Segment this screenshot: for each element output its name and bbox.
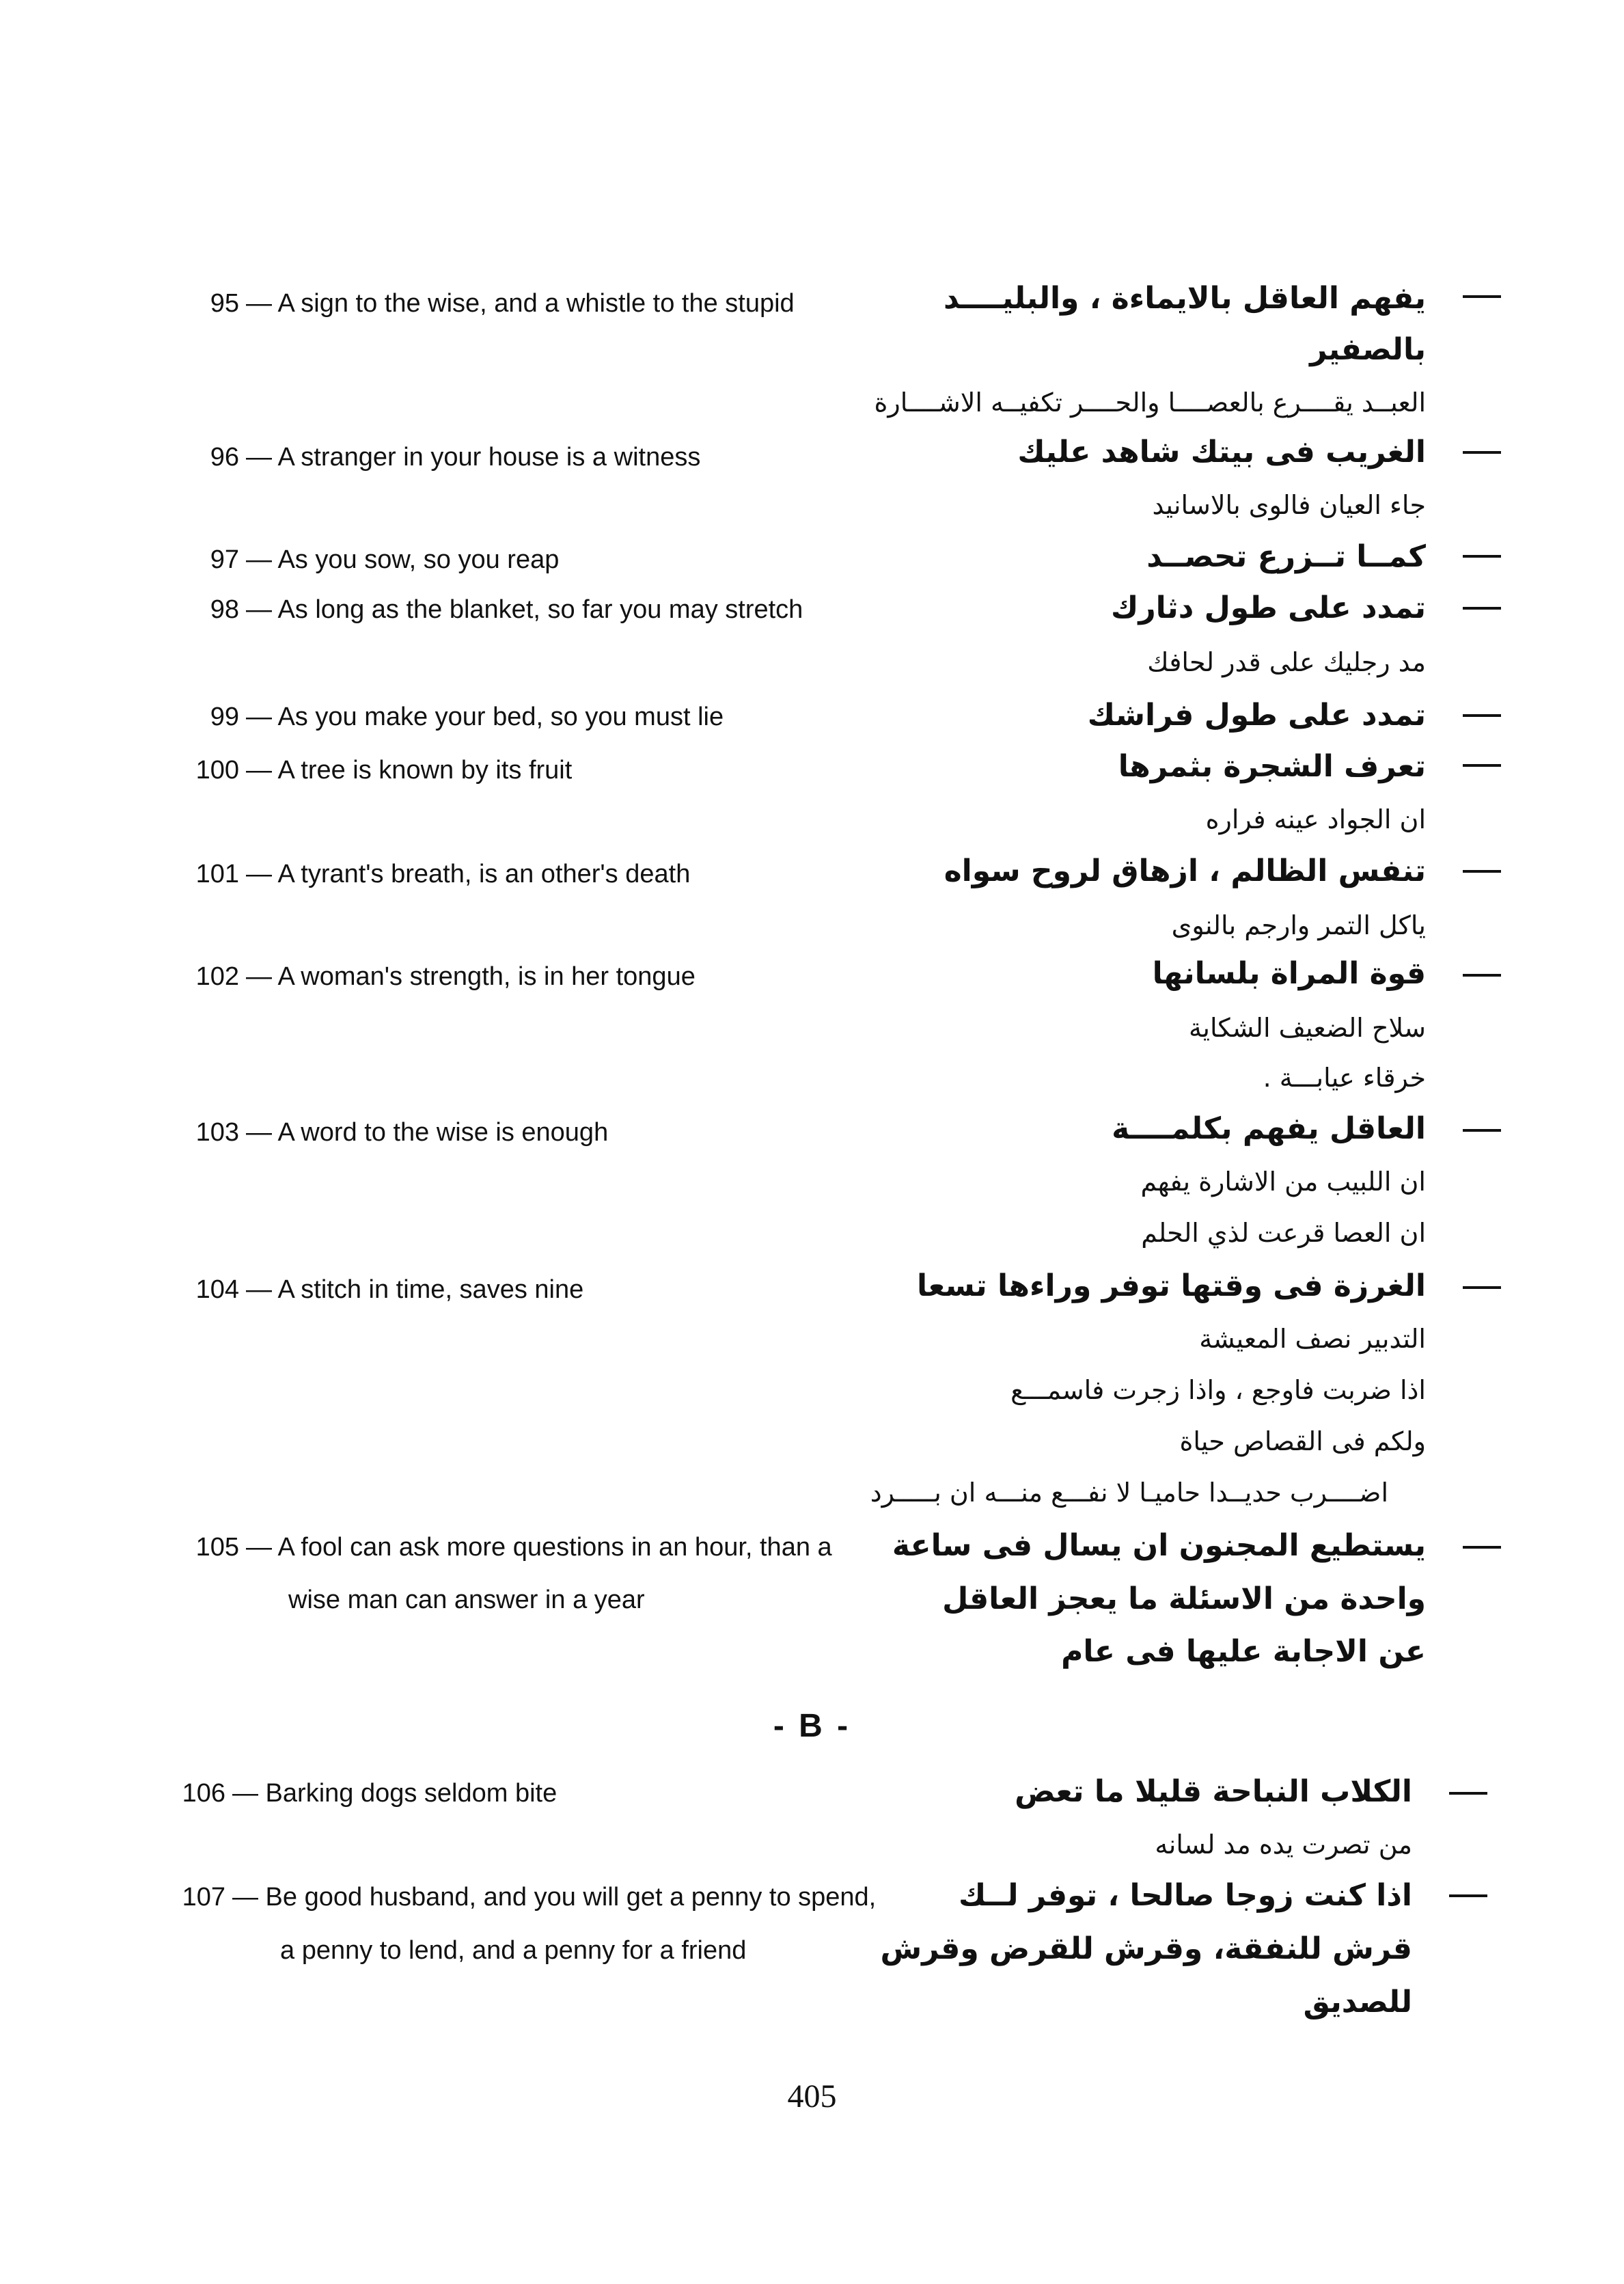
arabic-proverb: تمدد على طول فراشك [1087, 698, 1426, 733]
arabic-proverb: بالصفير [1310, 332, 1426, 367]
english-proverb: — A sign to the wise, and a whistle to the stupid [246, 289, 795, 318]
dash-marker [1463, 974, 1501, 977]
english-proverb: — As you make your bed, so you must lie [246, 703, 724, 731]
entry-number: 100 [195, 756, 239, 785]
arabic-note: خرقاء عيابـــة . [1263, 1063, 1426, 1093]
entry-number: 99 [210, 703, 239, 731]
dash-marker [1463, 607, 1501, 610]
arabic-note: ان اللبيب من الاشارة يفهم [1140, 1167, 1426, 1197]
arabic-proverb: كمــا تــزرع تحصــد [1146, 539, 1426, 574]
dash-marker [1463, 714, 1501, 717]
dash-marker [1463, 451, 1501, 454]
dash-marker [1463, 1546, 1501, 1549]
english-proverb: — Barking dogs seldom bite [232, 1779, 558, 1808]
english-proverb: — A stitch in time, saves nine [246, 1275, 584, 1304]
entry-number: 97 [210, 545, 239, 574]
entry-number: 106 [182, 1779, 225, 1808]
entry-number: 105 [195, 1533, 239, 1562]
arabic-proverb: واحدة من الاسئلة ما يعجز العاقل [942, 1581, 1426, 1616]
arabic-note: التدبير نصف المعيشة [1199, 1324, 1426, 1354]
page-number: 405 [787, 2078, 837, 2115]
english-proverb: — As you sow, so you reap [246, 545, 560, 574]
arabic-proverb: تمدد على طول دثارك [1111, 590, 1426, 625]
entry-number: 101 [195, 860, 239, 888]
arabic-proverb: قرش للنفقة، وقرش للقرض وقرش [880, 1931, 1412, 1966]
section-letter: - B - [773, 1708, 851, 1744]
arabic-proverb: العاقل يفهم بكلمــــة [1112, 1111, 1426, 1146]
arabic-proverb: تنفس الظالم ، ازهاق لروح سواه [944, 854, 1426, 888]
arabic-note: ولكم فى القصاص حياة [1179, 1426, 1426, 1456]
arabic-note: ان العصا قرعت لذي الحلم [1141, 1218, 1426, 1248]
arabic-proverb: يفهم العاقل بالايماءة ، والبليــــد [944, 281, 1426, 316]
arabic-note: من تصرت يده مد لسانه [1155, 1830, 1412, 1860]
dash-marker [1463, 1286, 1501, 1289]
arabic-proverb: الغرزة فى وقتها توفر وراءها تسعا [917, 1268, 1426, 1303]
english-proverb: wise man can answer in a year [288, 1586, 645, 1614]
arabic-proverb: تعرف الشجرة بثمرها [1118, 749, 1426, 784]
english-proverb: — As long as the blanket, so far you may stretch [246, 595, 803, 624]
entry-number: 103 [195, 1118, 239, 1147]
arabic-note: ان الجواد عينه فراره [1205, 804, 1426, 834]
entry-number: 96 [210, 443, 239, 472]
dash-marker [1463, 764, 1501, 767]
arabic-note: اضــــرب حديــدا حاميـا لا نفـــع منـــه ان بـــــرد [870, 1478, 1388, 1508]
arabic-proverb: للصديق [1303, 1985, 1412, 2020]
english-proverb: — A stranger in your house is a witness [246, 443, 701, 472]
english-proverb: — A word to the wise is enough [246, 1118, 609, 1147]
arabic-note: مد رجليك على قدر لحافك [1147, 647, 1426, 677]
arabic-proverb: يستطيع المجنون ان يسال فى ساعة [892, 1528, 1426, 1563]
entry-number: 107 [182, 1883, 225, 1912]
dash-marker [1463, 870, 1501, 873]
dash-marker [1449, 1792, 1487, 1795]
entry-number: 95 [210, 289, 239, 318]
entry-number: 102 [195, 962, 239, 991]
arabic-proverb: عن الاجابة عليها فى عام [1061, 1634, 1426, 1669]
english-proverb: — Be good husband, and you will get a penny to spend, [232, 1883, 877, 1912]
dash-marker [1463, 555, 1501, 558]
arabic-proverb: قوة المراة بلسانها [1152, 956, 1426, 991]
arabic-proverb: اذا كنت زوجا صالحا ، توفر لــك [958, 1878, 1412, 1913]
arabic-note: ياكل التمر وارجم بالنوى [1171, 910, 1426, 940]
arabic-note: سلاح الضعيف الشكاية [1189, 1013, 1426, 1043]
entry-number: 98 [210, 595, 239, 624]
english-proverb: — A fool can ask more questions in an hour, than a [246, 1533, 832, 1562]
dash-marker [1463, 295, 1501, 298]
dash-marker [1449, 1894, 1487, 1897]
arabic-note: جاء العيان فالوى بالاسانيد [1152, 490, 1426, 520]
english-proverb: a penny to lend, and a penny for a friend [280, 1936, 747, 1965]
dash-marker [1463, 1129, 1501, 1132]
english-proverb: — A woman's strength, is in her tongue [246, 962, 696, 991]
english-proverb: — A tree is known by its fruit [246, 756, 573, 785]
arabic-proverb: الغريب فى بيتك شاهد عليك [1017, 435, 1426, 470]
english-proverb: — A tyrant's breath, is an other's death [246, 860, 691, 888]
entry-number: 104 [195, 1275, 239, 1304]
arabic-note: العبــد يقــــرع بالعصــــا والحــــر تكفيــه الاشــــارة [874, 388, 1426, 418]
arabic-proverb: الكلاب النباحة قليلا ما تعض [1015, 1774, 1412, 1809]
arabic-note: اذا ضربت فاوجع ، واذا زجرت فاسمـــع [1010, 1375, 1426, 1405]
